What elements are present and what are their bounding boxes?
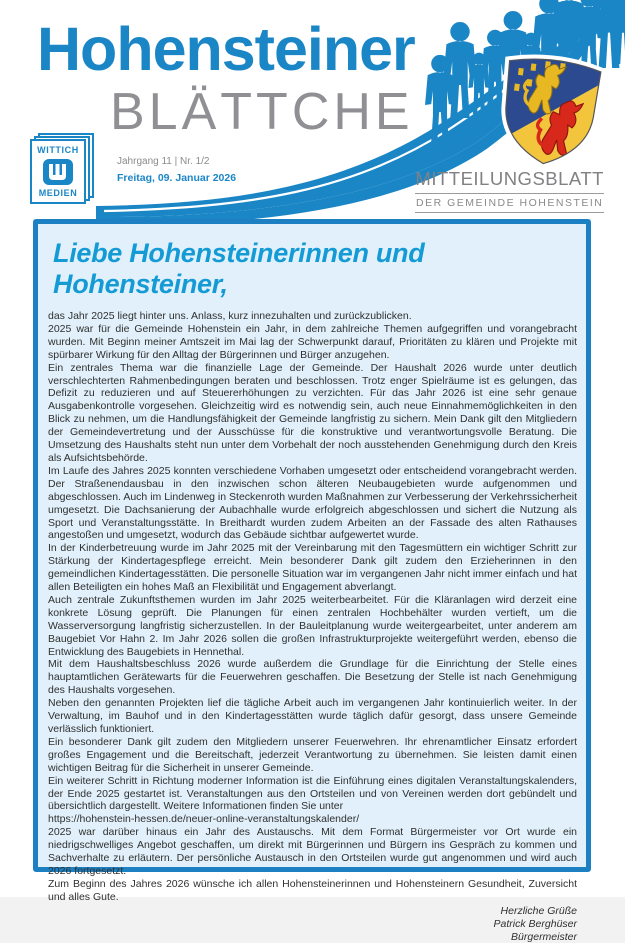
letter-headline: Liebe Hohensteinerinnen und Hohensteiner, xyxy=(53,238,577,300)
paragraph: Mit dem Haushaltsbeschluss 2026 wurde außerdem die Grundlage für die Einrichtung der Stelle eines hauptamtlichen Gerätewarts für die Feuerwehren geschaffen. Die Besetzung der Stelle ist nach Genehmigung des Haushalts vorgesehen. xyxy=(48,658,577,697)
hohenstein-coat-of-arms xyxy=(494,48,607,169)
publication-type: MITTEILUNGSBLATT xyxy=(415,168,604,194)
paragraph: Ein weiterer Schritt in Richtung moderner Information ist die Einführung eines digitalen Veranstaltungskalenders, der Ende 2025 gestartet ist. Veranstaltungen aus den Ortsteilen und von Vereinen werden dort gebündelt und übersichtlich dargestellt. Weitere Informationen finden Sie unter xyxy=(48,775,577,814)
signature-name: Patrick Berghüser xyxy=(48,918,577,931)
masthead-subtitle: BLÄTTCHE xyxy=(110,82,414,142)
wittich-medien-logo xyxy=(30,139,90,208)
signature-greeting: Herzliche Grüße xyxy=(48,905,577,918)
masthead xyxy=(0,0,625,232)
wittich-monogram-icon xyxy=(43,159,73,185)
paragraph: Im Laufe des Jahres 2025 konnten verschiedene Vorhaben umgesetzt oder entscheidend vorangebracht werden. Der Straßenendausbau in den inzwischen schon älteren Neubaugebieten wurde aufgenommen und abgeschlossen. Auch im Lindenweg in Steckenroth wurden Maßnahmen zur Verbesserung der Verkehrssicherheit umgesetzt. Die Dachsanierung der Aubachhalle wurde erfolgreich abgeschlossen und sichert die Nutzung als Sport und Veranstaltungsstätte. In Breithardt wurden zudem Arbeiten an der Fassade des alten Rathauses angestoßen und umgesetzt, wodurch das Gebäude sichtbar aufgewertet wurde. xyxy=(48,465,577,542)
paragraph: Neben den genannten Projekten lief die tägliche Arbeit auch im vergangenen Jahr kontinuierlich weiter. In der Verwaltung, im Bauhof und in den Kindertagesstätten wurde täglich dafür gesorgt, dass unsere Gemeinde verlässlich funktioniert. xyxy=(48,697,577,736)
letter-body xyxy=(48,310,577,904)
paragraph: Zum Beginn des Jahres 2026 wünsche ich allen Hohensteinerinnen und Hohensteinern Gesundheit, Zuversicht und alles Gute. xyxy=(48,878,577,904)
paragraph: Ein zentrales Thema war die finanzielle Lage der Gemeinde. Der Haushalt 2026 wurde unter deutlich verschlechterten Rahmenbedingungen beraten und beschlossen. Trotz enger Spielräume ist es gelungen, das Defizit zu reduzieren und auf Steuererhöhungen zu verzichten. Für das Jahr 2026 ist eine sehr genaue Ausgabenkontrolle vorgesehen. Gleichzeitig wird es notwendig sein, auch neue Einnahmemöglichkeiten in den Blick zu nehmen, um die Handlungsfähigkeit der Gemeinde langfristig zu sichern. Mein Dank gilt den Mitgliedern der Gemeindevertretung und der Ausschüsse für die konstruktive und verantwortungsvolle Beratung. Die Umsetzung des Haushalts steht nun unter dem Vorbehalt der noch ausstehenden Genehmigung durch den Kreis als Aufsichtsbehörde. xyxy=(48,362,577,465)
issue-block xyxy=(117,155,236,185)
issue-date: Freitag, 09. Januar 2026 xyxy=(117,171,236,185)
publication-subtitle: DER GEMEINDE HOHENSTEIN xyxy=(415,194,604,213)
publisher-name-bottom: MEDIEN xyxy=(39,188,78,198)
paragraph: Ein besonderer Dank gilt zudem den Mitgliedern unserer Feuerwehren. Ihr ehrenamtlicher Einsatz erfordert großes Engagement und die Bereitschaft, jederzeit Verantwortung zu übernehmen. Sie leisten damit einen wichtigen Beitrag für die Sicherheit in unserer Gemeinde. xyxy=(48,736,577,775)
issue-number: Jahrgang 11 | Nr. 1/2 xyxy=(117,155,236,169)
signature-block xyxy=(48,905,577,943)
paragraph: In der Kinderbetreuung wurde im Jahr 2025 mit der Vereinbarung mit den Tagesmüttern ein wichtiger Schritt zur Stärkung der Kindertagespflege erreicht. Mein besonderer Dank gilt zudem den Erzieherinnen in den gemeindlichen Kindertagesstätten. Die personelle Situation war im vergangenen Jahr nicht immer einfach und hat allen Beteiligten ein hohes Maß an Flexibilität und Engagement abverlangt. xyxy=(48,542,577,594)
paragraph: Auch zentrale Zukunftsthemen wurden im Jahr 2025 weiterbearbeitet. Für die Kläranlagen wird derzeit eine konkrete Lösung geprüft. Die Planungen für einen zentralen Hochbehälter wurden vertieft, um die Wasserversorgung langfristig sicherzustellen. In der Bauleitplanung wurde weitergearbeitet, unter anderem am Baugebiet Vor Hahn 2. Im Jahr 2026 sollen die großen Infrastrukturprojekte weitergeführt werden, ebenso die Entwicklung des Baugebiets in Hennethal. xyxy=(48,594,577,659)
paragraph: das Jahr 2025 liegt hinter uns. Anlass, kurz innezuhalten und zurückzublicken. xyxy=(48,310,577,323)
letter-panel xyxy=(33,219,591,872)
logo-card xyxy=(30,139,86,204)
paragraph: 2025 war für die Gemeinde Hohenstein ein Jahr, in dem zahlreiche Themen aufgegriffen und vorangebracht wurden. Mit Beginn meiner Amtszeit im Mai lag der Schwerpunkt darauf, Prioritäten zu klären und Projekte mit spürbarer Wirkung für den Alltag der Bürgerinnen und Bürger anzugehen. xyxy=(48,323,577,362)
signature-role: Bürgermeister xyxy=(48,931,577,943)
publication-type-block xyxy=(415,168,604,213)
masthead-title: Hohensteiner xyxy=(37,14,415,84)
calendar-url[interactable]: https://hohenstein-hessen.de/neuer-online-veranstaltungskalender/ xyxy=(48,813,577,826)
publisher-name-top: WITTICH xyxy=(37,145,79,155)
paragraph: 2025 war darüber hinaus ein Jahr des Austauschs. Mit dem Format Bürgermeister vor Ort wurde ein niedrigschwelliges Angebot geschaffen, um direkt mit Bürgerinnen und Bürgern ins Gespräch zu kommen und Sachverhalte zu erläutern. Der persönliche Austausch in den Ortsteilen wurde gut angenommen und wird auch 2026 fortgesetzt. xyxy=(48,826,577,878)
